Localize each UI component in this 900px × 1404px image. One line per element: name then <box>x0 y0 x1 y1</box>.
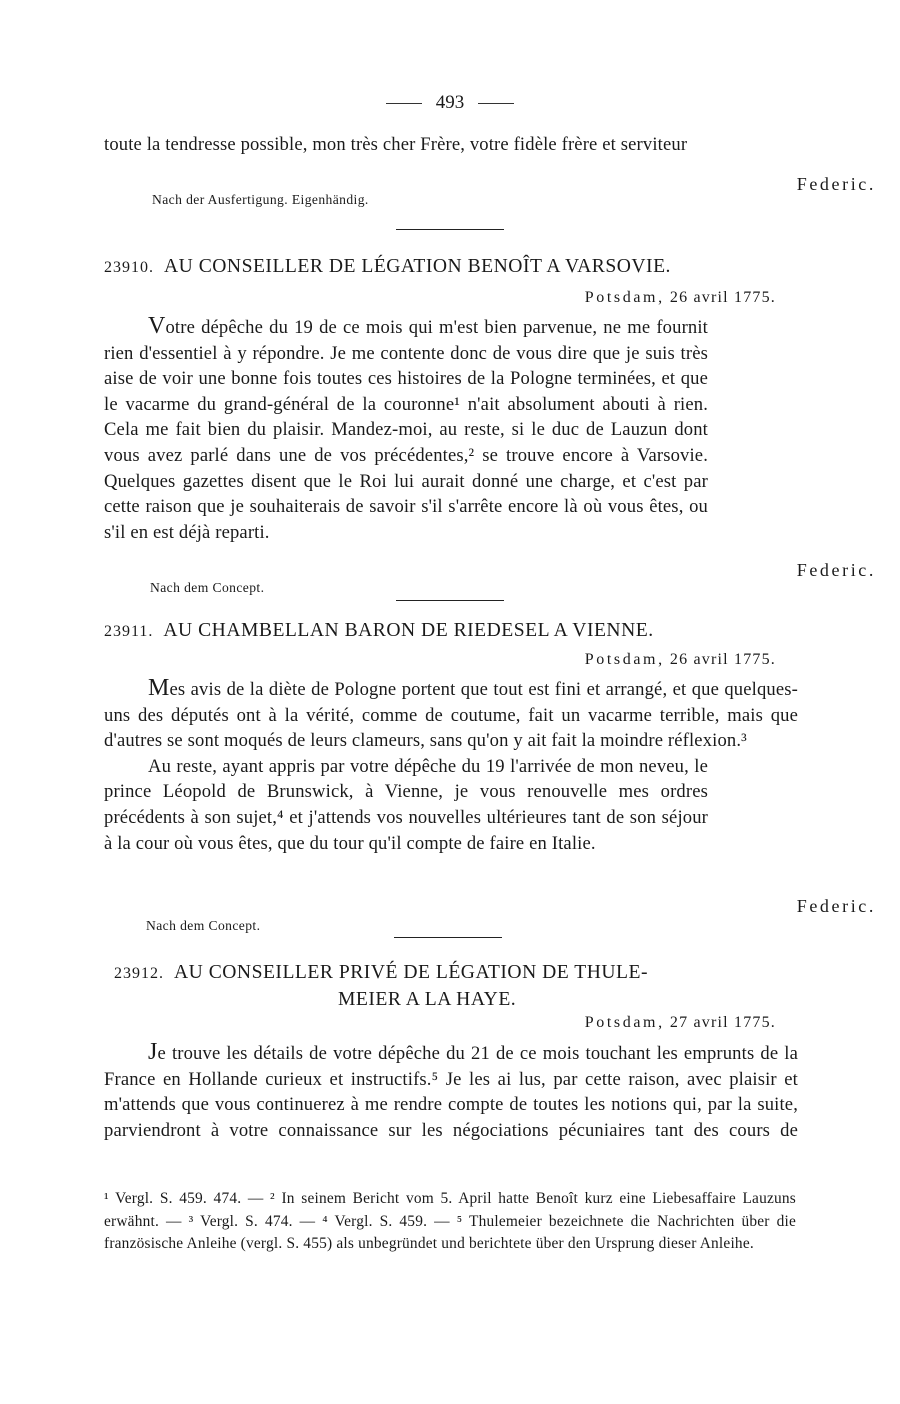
letter-paragraph <box>104 314 798 545</box>
section-rule <box>396 600 504 601</box>
letter-date: 26 avril 1775. <box>669 289 776 306</box>
letter-body-23910 <box>104 314 798 545</box>
letter-number: 23911. <box>104 623 154 640</box>
letter-dropcap: M <box>148 675 170 701</box>
letter-date: 27 avril 1775. <box>669 1014 776 1031</box>
opening-source-note: Nach der Ausfertigung. Eigenhändig. <box>152 192 369 207</box>
letter-title-23912-line2: MEIER A LA HAYE. <box>338 989 517 1010</box>
letter-place: Potsdam, <box>584 289 665 306</box>
letter-paragraph <box>104 676 798 754</box>
opening-signature: Federic. <box>796 174 876 194</box>
letter-title-23910 <box>104 256 804 278</box>
footnotes: ¹ Vergl. S. 459. 474. — ² In seinem Bericht vom 5. April hatte Benoît kurz eine Liebesaffaire Lauzuns erwähnt. — ³ Vergl. S. 474. — ⁴ Vergl. S. 459. — ⁵ Thulemeier bezeichnete die Nachrichten über die französische Anleihe (vergl. S. 455) als unbegründet und berichtete über den Ursprung dieser Anleihe. <box>104 1190 796 1252</box>
opening-text <box>104 132 798 158</box>
header-dash-left <box>386 103 422 104</box>
letter-text: e trouve les détails de votre dépêche du 21 de ce mois touchant les emprunts de la France en Hollande curieux et instructifs.⁵ Je les ai lus, par cette raison, avec plaisir et m'attends que vous continuerez à me rendre compte de toutes les notions qui, par la suite, parviendront à votre connaissance sur les négociations pécuniaires tant des cours de <box>104 1043 798 1141</box>
letter-heading: AU CHAMBELLAN BARON DE RIEDESEL A VIENNE. <box>163 620 654 641</box>
opening-paragraph: toute la tendresse possible, mon très cher Frère, votre fidèle frère et serviteur <box>104 134 688 155</box>
letter-source-23910: Nach dem Concept. <box>150 580 265 595</box>
letter-text: otre dépêche du 19 de ce mois qui m'est bien parvenue, ne me fournit rien d'essentiel à y répondre. Je me contente donc de vous dire que je suis très aise de voir une bonne fois toutes ces histoires de la Pologne terminées, et que le vacarme du grand-général de la couronne¹ n'ait absolument abouti à rien. Cela me fait bien du plaisir. Mandez-moi, au reste, si le duc de Lauzun dont vous avez parlé dans une de vos précédentes,² se trouve encore à Varsovie. Quelques gazettes disent que le Roi lui aurait donné une charge, et c'est par cette raison que je souhaiterais de savoir s'il s'arrête encore là où vous êtes, ou s'il en est déjà reparti. <box>104 317 708 543</box>
letter-place: Potsdam, <box>584 1014 665 1031</box>
letter-number: 23912. <box>114 965 164 982</box>
letter-paragraph-2: Au reste, ayant appris par votre dépêche du 19 l'arrivée de mon neveu, le prince Léopold de Brunswick, à Vienne, je vous renouvelle mes ordres précédents à son sujet,⁴ et j'attends vos nouvelles ultérieures tant de son séjour à la cour où vous êtes, que du tour qu'il compte de faire en Italie. <box>104 755 708 854</box>
letter-body-23912 <box>104 1040 798 1143</box>
letter-date-23912 <box>585 1014 776 1032</box>
letter-title-23912 <box>114 962 814 984</box>
section-rule <box>396 229 504 230</box>
section-rule <box>394 937 502 938</box>
letter-signature-23910: Federic. <box>796 560 876 580</box>
letter-date-23910 <box>585 289 776 307</box>
letter-title-23911 <box>104 620 804 642</box>
header-dash-right <box>478 103 514 104</box>
page-header <box>0 92 900 114</box>
letter-number: 23910. <box>104 259 154 276</box>
letter-signature-23911: Federic. <box>796 896 876 916</box>
letter-dropcap: V <box>148 313 166 339</box>
letter-place: Potsdam, <box>584 651 665 668</box>
letter-dropcap: J <box>148 1039 158 1065</box>
letter-paragraph <box>104 1040 798 1143</box>
letter-heading: AU CONSEILLER DE LÉGATION BENOÎT A VARSOVIE. <box>164 256 671 277</box>
letter-source-23911: Nach dem Concept. <box>146 918 261 933</box>
letter-heading: AU CONSEILLER PRIVÉ DE LÉGATION DE THULE- <box>174 962 649 983</box>
letter-text: es avis de la diète de Pologne portent que tout est fini et arrangé, et que quelques-uns des députés ont à la vérité, comme de coutume, fait un vacarme terrible, mais que d'autres se sont moqués de leurs clameurs, sans qu'on y ait fait la moindre réflexion.³ <box>104 679 798 752</box>
letter-date-23911 <box>585 651 776 669</box>
letter-body-23911 <box>104 676 798 856</box>
page-number: 493 <box>435 92 465 113</box>
letter-date: 26 avril 1775. <box>669 651 776 668</box>
